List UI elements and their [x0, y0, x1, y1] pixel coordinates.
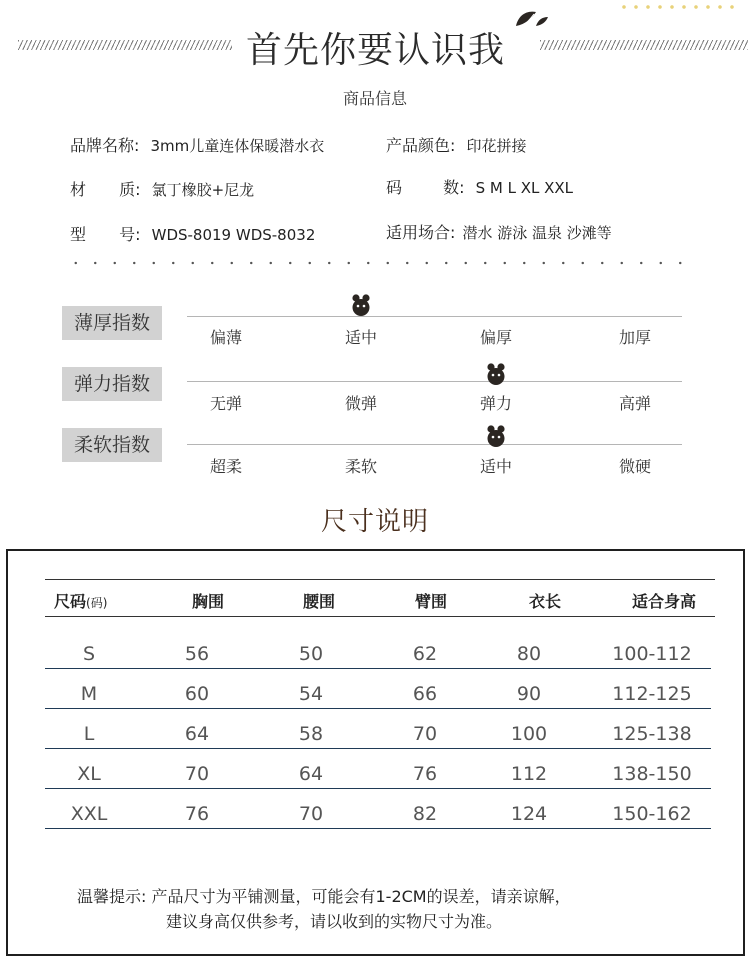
index-label-softness: 柔软指数: [62, 428, 162, 462]
tip-line-1: [77, 884, 571, 907]
animal-head-icon: [485, 424, 507, 448]
index-scale-line: [187, 444, 682, 445]
material-label-b: 质:: [119, 180, 141, 199]
material-label-a: 材: [70, 180, 87, 199]
header-waist: 腰围: [303, 592, 336, 611]
table-cell: 125-138: [612, 723, 692, 745]
table-cell: 80: [516, 643, 542, 665]
index-option: 加厚: [618, 328, 651, 347]
dotted-divider: [66, 261, 690, 265]
table-header-bottom-line: [45, 616, 715, 617]
index-option: 微硬: [618, 457, 651, 476]
table-row-divider: [45, 788, 711, 789]
header-length: 衣长: [529, 592, 562, 611]
usage-value: 潜水 游泳 温泉 沙滩等: [462, 224, 612, 242]
index-option: 偏厚: [479, 328, 512, 347]
size-value: S M L XL XXL: [475, 179, 574, 197]
header-arm: 臂围: [415, 592, 448, 611]
info-usage: [386, 220, 612, 243]
table-cell: S: [82, 643, 96, 665]
info-color: [386, 133, 527, 156]
hatch-divider-right: [540, 40, 748, 50]
header-size: [54, 589, 107, 612]
table-row-divider: [45, 828, 711, 829]
table-row-divider: [45, 668, 711, 669]
tip-text-2: 建议身高仅供参考，请以收到的实物尺寸为准。: [166, 912, 503, 931]
index-option: 超柔: [209, 457, 242, 476]
index-option: 偏薄: [209, 328, 242, 347]
table-cell: 56: [184, 643, 210, 665]
page-title: 首先你要认识我: [246, 30, 506, 71]
table-cell: M: [80, 683, 98, 705]
index-option: 高弹: [618, 394, 651, 413]
table-cell: 70: [298, 803, 324, 825]
animal-head-icon: [485, 362, 507, 386]
table-header-top-line: [45, 579, 715, 580]
index-option: 柔软: [344, 457, 377, 476]
index-option: 微弹: [344, 394, 377, 413]
size-label-b: 数:: [443, 178, 465, 197]
table-cell: 124: [510, 803, 548, 825]
model-label-b: 号:: [119, 225, 141, 244]
table-cell: XL: [77, 763, 101, 785]
info-model: [70, 222, 315, 245]
size-section-title: 尺寸说明: [320, 507, 429, 537]
table-cell: 90: [516, 683, 542, 705]
index-label-thickness: 薄厚指数: [62, 306, 162, 340]
table-cell: 54: [298, 683, 324, 705]
table-row-divider: [45, 748, 711, 749]
header-height: 适合身高: [632, 592, 697, 611]
model-value: WDS-8019 WDS-8032: [151, 226, 316, 244]
info-material: [70, 177, 254, 200]
table-cell: 60: [184, 683, 210, 705]
brand-value: 3mm儿童连体保暖潜水衣: [150, 137, 325, 155]
decorative-dots: [618, 4, 738, 10]
tip-text-1: 产品尺寸为平铺测量，可能会有1-2CM的误差，请亲谅解，: [151, 887, 571, 906]
hatch-divider-left: [18, 40, 232, 50]
usage-label: 适用场合:: [386, 223, 456, 242]
table-cell: L: [83, 723, 95, 745]
material-value: 氯丁橡胶+尼龙: [151, 181, 255, 199]
index-scale-line: [187, 381, 682, 382]
table-row-divider: [45, 708, 711, 709]
tip-label: 温馨提示:: [77, 887, 147, 906]
size-label-a: 码: [386, 178, 403, 197]
index-scale-line: [187, 316, 682, 317]
info-brand: [70, 133, 324, 156]
index-option: 适中: [479, 457, 512, 476]
table-cell: 138-150: [612, 763, 692, 785]
leaf-icon: [510, 4, 550, 34]
table-cell: 58: [298, 723, 324, 745]
table-cell: 64: [298, 763, 324, 785]
section-subtitle: 商品信息: [342, 89, 407, 108]
index-option: 弹力: [479, 394, 512, 413]
table-cell: 150-162: [612, 803, 692, 825]
model-label-a: 型: [70, 225, 87, 244]
header-chest: 胸围: [192, 592, 225, 611]
table-cell: 76: [412, 763, 438, 785]
table-cell: 64: [184, 723, 210, 745]
table-cell: 50: [298, 643, 324, 665]
header-size-unit: (码): [86, 596, 108, 610]
table-cell: 76: [184, 803, 210, 825]
brand-label: 品牌名称:: [70, 136, 140, 155]
table-cell: 66: [412, 683, 438, 705]
index-option: 无弹: [209, 394, 242, 413]
table-cell: 82: [412, 803, 438, 825]
table-cell: 62: [412, 643, 438, 665]
color-value: 印花拼接: [466, 137, 527, 155]
table-cell: 100-112: [612, 643, 692, 665]
table-cell: XXL: [70, 803, 108, 825]
animal-head-icon: [350, 293, 372, 317]
header-size-label: 尺码: [54, 592, 87, 611]
color-label: 产品颜色:: [386, 136, 456, 155]
table-cell: 70: [412, 723, 438, 745]
table-cell: 112: [510, 763, 548, 785]
index-option: 适中: [344, 328, 377, 347]
table-cell: 112-125: [612, 683, 692, 705]
info-size: [386, 175, 573, 198]
index-label-elasticity: 弹力指数: [62, 367, 162, 401]
table-cell: 100: [510, 723, 548, 745]
table-cell: 70: [184, 763, 210, 785]
